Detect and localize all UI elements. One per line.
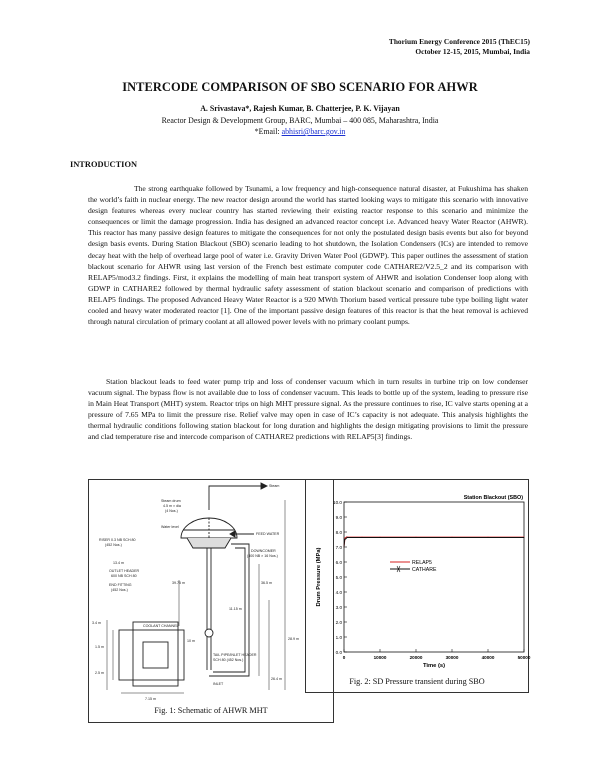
- steam-pipe: [209, 486, 261, 510]
- affiliation: Reactor Design & Development Group, BARC, Mumbai – 400 085, Maharashtra, India: [161, 116, 439, 125]
- data-point-relap5: [345, 538, 346, 539]
- figure-2-frame: [305, 479, 529, 693]
- y-tick-label: 4.0: [335, 589, 342, 595]
- email-link[interactable]: abhisri@barc.gov.in: [281, 127, 346, 136]
- x-tick-label: 10000: [373, 655, 387, 660]
- label-inlet: INLET: [213, 682, 224, 686]
- x-tick-label: 40000: [481, 655, 495, 660]
- label-feed-water: FEED WATER: [256, 532, 280, 536]
- label-dim-36: 36.5 m: [261, 581, 272, 585]
- plot-area: [344, 502, 524, 652]
- data-point-cathare: [380, 537, 381, 538]
- y-tick-label: 7.0: [335, 544, 342, 550]
- label-riser: RISER 0.3 NB SCH 80: [99, 538, 136, 542]
- y-tick-label: 8.0: [335, 529, 342, 535]
- intro-paragraph-1: The strong earthquake followed by Tsunami, a low frequency and high-consequence natural disaster, at Fukushima has shaken the world’s faith in nuclear energy. The new reactor design around the world has started looking ways to mitigate this scenario with innovative design features whereas every nuclear country has started reviewing their existing reactor response to this scenario and minimize the consequences or limit the damage progression. India has designed an advanced reactor concept i.e. Advanced heavy Water Reactor (AHWR). This reactor has many passive design features to mitigate the consequences for not only the postulated design basis events but also for beyond design basis events. During Station Blackout (SBO) scenario leading to hot shutdown, the Isolation Condensers (ICs) are intended to remove decay heat with the help of overhead large pool of water i.e. Gravity Driven Water Pool (GDWP). This paper outlines the assessment of station blackout scenario for AHWR using last version of the French best estimate computer code CATHARE2/V2.5_2 and its comparison with RELAP5/mod3.2 findings. First, it explains the modelling of main heat transport system of AHWR and isolation Condenser loop along with GDWP in CATHARE2 followed by thermal hydraulic safety assessment of station blackout scenario and comparison of predictions with RELAP5 findings. The proposed Advanced Heavy Water Reactor is a 920 MWth Thorium based vertical pressure tube type boiling light water cooled and heavy water moderated reactor [1]. One of the important passive design features of this reactor is that the heat removal is achieved through natural circulation of primary coolant at all allowed power levels with no primary coolant pumps.: [88, 184, 528, 327]
- label-tail-pipe-spec: SCH 80 (452 Nos.): [213, 658, 244, 662]
- data-point-cathare: [344, 539, 345, 540]
- label-outlet-header: OUTLET HEADER: [109, 569, 140, 573]
- data-point-cathare: [524, 537, 525, 538]
- steam-arrow: [261, 483, 267, 489]
- section-heading-introduction: INTRODUCTION: [70, 160, 138, 169]
- data-point-cathare: [452, 537, 453, 538]
- mht-schematic: [89, 480, 333, 708]
- figure-2-caption: Fig. 2: SD Pressure transient during SBO: [349, 677, 485, 686]
- label-dim-34: 3.4 m: [92, 621, 101, 625]
- label-water-level: Water level: [161, 525, 179, 529]
- label-steam-drum-dim: 4.5 m × dia: [163, 504, 181, 508]
- y-tick-label: 2.0: [335, 619, 342, 625]
- y-tick-label: 6.0: [335, 559, 342, 565]
- label-coolant-channel: COOLANT CHANNEL: [143, 624, 179, 628]
- contact-email-line: [0, 127, 600, 136]
- x-axis-label: Time (s): [422, 663, 446, 669]
- data-point-cathare: [344, 547, 345, 548]
- legend-label-relap5: RELAP5: [412, 560, 432, 566]
- intro-paragraph-2: Station blackout leads to feed water pump trip and loss of condenser vacuum which in turn results in turbine trip on low condenser vacuum signal. The bypass flow is not available due to loss of condenser vacuum. This leads to bottle up of the system, leading to pressure rise in Main Heat Transport (MHT) system. Reactor trips on high MHT pressure signal. As the pressure continues to rise, IC valve starts opening at a pressure of 7.65 MPa to limit the pressure rise. Relief valve may open in case of IC’s capacity is not adequate. This analysis highlights the thermal hydraulic conditions following station blackout for long duration and highlights the design mitigating provisions to limit the pressure and clad temperature rise and intercode comparison of CATHARE2 predictions with RELAP5[3] findings.: [88, 377, 529, 442]
- y-tick-label: 1.0: [335, 634, 342, 640]
- y-axis-label: Drum Pressure (MPa): [316, 547, 322, 607]
- author-list: A. Srivastava*, Rajesh Kumar, B. Chatterjee, P. K. Vijayan: [200, 104, 400, 113]
- core-block-inner: [133, 622, 178, 686]
- label-dim-7: 7.15 m: [145, 697, 156, 701]
- x-tick-label: 30000: [445, 655, 459, 660]
- email-label: *Email:: [254, 127, 282, 136]
- conference-dates: October 12-15, 2015, Mumbai, India: [415, 47, 530, 56]
- paper-title: INTERCODE COMPARISON OF SBO SCENARIO FOR AHWR: [122, 80, 478, 94]
- y-tick-label: 0.0: [335, 649, 342, 655]
- label-steam-drum-no: (4 Nos.): [165, 509, 178, 513]
- y-tick-label: 10.0: [333, 499, 342, 505]
- data-point-cathare: [416, 537, 417, 538]
- y-tick-label: 9.0: [335, 514, 342, 520]
- x-tick-label: 20000: [409, 655, 423, 660]
- label-dim-10: 10 m: [187, 639, 195, 643]
- sbo-pressure-chart: [306, 480, 531, 680]
- chart-title: Station Blackout (SBO): [463, 495, 523, 501]
- label-dim-28: 28.9 m: [288, 637, 299, 641]
- data-point-cathare: [347, 537, 348, 538]
- figure-1-frame: [88, 479, 334, 723]
- label-downcomer-spec: (300 NB × 16 Nos.): [247, 554, 278, 558]
- label-downcomer: DOWNCOMER: [251, 549, 276, 553]
- label-steam-drum: Steam drum: [161, 499, 181, 503]
- label-tail-pipe: TAIL PIPE/INLET HEADER: [213, 653, 257, 657]
- data-point-cathare: [488, 537, 489, 538]
- x-tick-label: 50000: [517, 655, 531, 660]
- core-block-center: [143, 642, 168, 668]
- label-dim-25: 2.5 m: [95, 671, 104, 675]
- label-dim-11: 11.15 m: [229, 607, 242, 611]
- label-end-fitting-no: (452 Nos.): [111, 588, 128, 592]
- x-tick-label: 0: [342, 655, 346, 660]
- label-outlet-header-spec: 600 NB SCH 80: [111, 574, 137, 578]
- data-point-cathare: [362, 537, 363, 538]
- label-dim-39: 39.75 m: [172, 581, 185, 585]
- label-end-fitting: END FITTING: [109, 583, 132, 587]
- y-tick-label: 5.0: [335, 574, 342, 580]
- core-block-outer: [119, 630, 184, 680]
- y-tick-label: 3.0: [335, 604, 342, 610]
- outlet-header-node: [205, 629, 213, 637]
- steam-drum: [181, 518, 237, 538]
- legend-label-cathare: CATHARE: [412, 567, 437, 573]
- conference-name: Thorium Energy Conference 2015 (ThEC15): [388, 37, 530, 46]
- data-point-cathare: [345, 538, 346, 539]
- label-riser-no: (452 Nos.): [105, 543, 122, 547]
- label-dim-13: 13.4 m: [113, 561, 124, 565]
- label-steam: Steam: [269, 484, 280, 488]
- label-dim-26: 26.4 m: [271, 677, 282, 681]
- label-dim-15: 1.5 m: [95, 645, 104, 649]
- drum-lower: [187, 538, 231, 548]
- figure-1-caption: Fig. 1: Schematic of AHWR MHT: [154, 706, 268, 715]
